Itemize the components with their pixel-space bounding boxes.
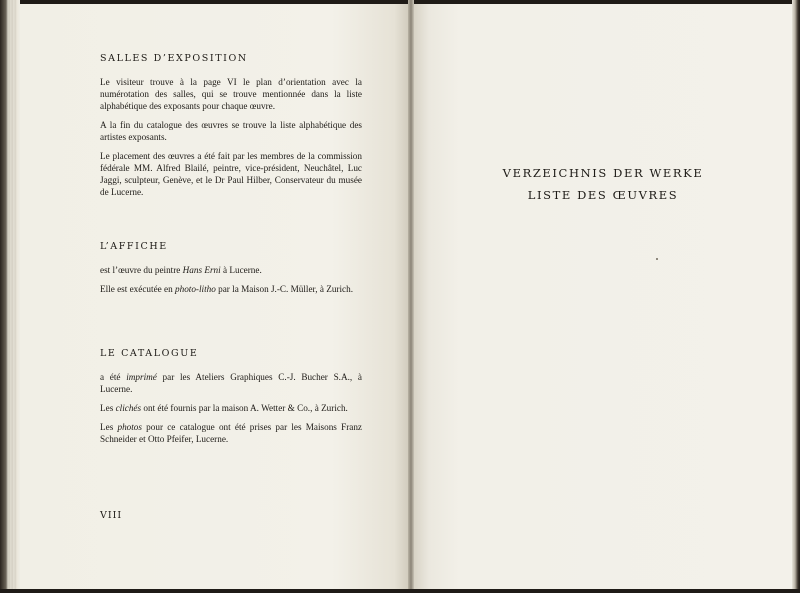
paragraph: Le placement des œuvres a été fait par les membres de la commission fédérale MM. Alfred Blailé, peintre, vice-président, Neuchâtel, Luc Jaggi, sculpteur, Genève, et le Dr Paul Hilber, Conservateur du musée de Lucerne.: [100, 151, 362, 197]
paper-speck: [656, 258, 658, 260]
paragraph: est l’œuvre du peintre Hans Erni à Lucerne.: [100, 265, 262, 275]
title-french: LISTE DES ŒUVRES: [527, 188, 679, 202]
section-affiche: [100, 241, 362, 302]
page-number: VIII: [100, 510, 123, 521]
paragraph: a été imprimé par les Ateliers Graphiques C.-J. Bucher S.A., à Lucerne.: [100, 372, 362, 394]
section-catalogue: [100, 348, 362, 452]
paragraph: Elle est exécutée en photo-litho par la Maison J.-C. Müller, à Zurich.: [100, 284, 354, 294]
paragraph: Les photos pour ce catalogue ont été prises par les Maisons Franz Schneider et Otto Pfeifer, Lucerne.: [100, 422, 363, 444]
scanner-border-bottom: [0, 589, 800, 593]
section-heading: SALLES D’EXPOSITION: [100, 53, 248, 64]
paragraph: Les clichés ont été fournis par la maison A. Wetter & Co., à Zurich.: [100, 403, 348, 413]
paragraph: Le visiteur trouve à la page VI le plan d’orientation avec la numérotation des salles, qui se trouve mentionnée dans la liste alphabétique des exposants pour chaque œuvre.: [100, 77, 362, 111]
title-block: [414, 162, 792, 206]
page-stack-edge: [0, 0, 20, 593]
left-page: [20, 4, 410, 589]
section-salles: [100, 53, 362, 205]
page-edge-right: [792, 0, 800, 593]
section-heading: L’AFFICHE: [100, 241, 168, 252]
section-heading: LE CATALOGUE: [100, 348, 199, 359]
title-german: VERZEICHNIS DER WERKE: [502, 166, 704, 180]
paragraph: A la fin du catalogue des œuvres se trouve la liste alphabétique des artistes exposants.: [100, 120, 362, 142]
right-page: [414, 4, 792, 589]
